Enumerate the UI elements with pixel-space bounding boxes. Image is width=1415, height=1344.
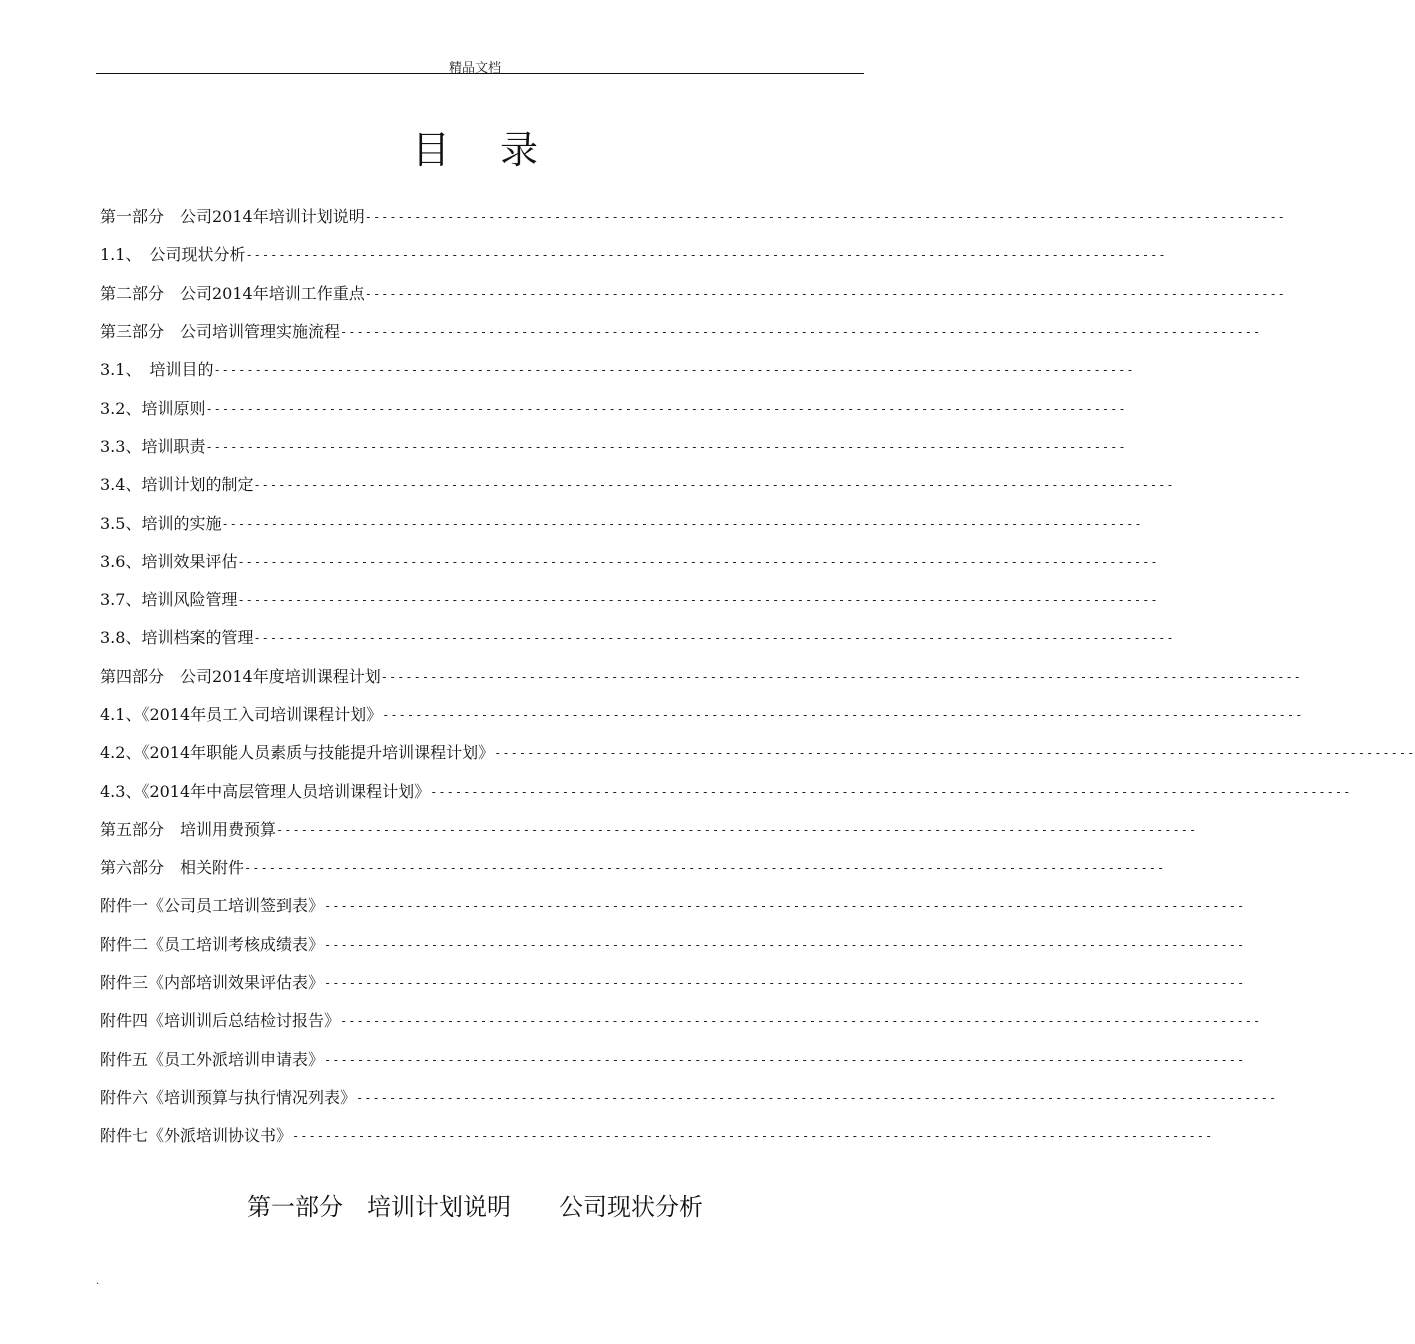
toc-entry[interactable]: [100, 466, 1175, 504]
toc-entry-label: 第五部分 培训用费预算: [100, 819, 277, 839]
toc-leader: ----------------------------------------------------------------------------------------------------------------: [292, 1129, 1214, 1144]
toc-entry[interactable]: [100, 619, 1175, 657]
toc-leader: ----------------------------------------------------------------------------------------------------------------: [213, 363, 1135, 378]
toc-entry[interactable]: [100, 389, 1127, 427]
toc-leader: ----------------------------------------------------------------------------------------------------------------: [205, 401, 1127, 416]
toc-leader: ----------------------------------------------------------------------------------------------------------------: [237, 593, 1159, 608]
page-header: 精品文档: [448, 61, 501, 76]
toc-leader: ----------------------------------------------------------------------------------------------------------------: [340, 1014, 1262, 1029]
toc-entry-label: 附件四《培训训后总结检讨报告》: [100, 1011, 341, 1031]
toc-entry[interactable]: [100, 772, 1352, 810]
toc-leader: ----------------------------------------------------------------------------------------------------------------: [364, 286, 1286, 301]
footer-mark: .: [96, 1276, 100, 1287]
toc-entry-label: 附件一《公司员工培训签到表》: [100, 896, 325, 916]
toc-entry-label: 3.2、培训原则: [100, 398, 206, 418]
toc-entry[interactable]: [100, 849, 1166, 887]
toc-entry[interactable]: [100, 504, 1143, 542]
toc-entry-label: 4.3、《2014年中高层管理人员培训课程计划》: [100, 781, 431, 801]
toc-entry[interactable]: [100, 428, 1127, 466]
toc-entry[interactable]: [100, 1002, 1262, 1040]
toc-entry-label: 附件六《培训预算与执行情况列表》: [100, 1087, 357, 1107]
toc-leader: ----------------------------------------------------------------------------------------------------------------: [253, 631, 1175, 646]
toc-entry-label: 附件七《外派培训协议书》: [100, 1126, 293, 1146]
toc-leader: ----------------------------------------------------------------------------------------------------------------: [205, 439, 1127, 454]
toc-leader: ----------------------------------------------------------------------------------------------------------------: [324, 899, 1246, 914]
toc-entry[interactable]: [100, 926, 1246, 964]
toc-entry[interactable]: [100, 964, 1246, 1002]
toc-entry-label: 第四部分 公司2014年度培训课程计划: [100, 666, 381, 686]
toc-entry-label: 第一部分 公司2014年培训计划说明: [100, 207, 365, 227]
toc-leader: ----------------------------------------------------------------------------------------------------------------: [245, 248, 1167, 263]
toc-entry[interactable]: [100, 696, 1304, 734]
toc-entry[interactable]: [100, 236, 1167, 274]
toc-entry[interactable]: [100, 811, 1198, 849]
toc-entry-label: 第二部分 公司2014年培训工作重点: [100, 283, 365, 303]
toc-entry[interactable]: [100, 543, 1159, 581]
toc-leader: ----------------------------------------------------------------------------------------------------------------: [430, 784, 1352, 799]
section-heading: 第一部分 培训计划说明 公司现状分析: [247, 1193, 703, 1221]
toc-entry-label: 第三部分 公司培训管理实施流程: [100, 322, 341, 342]
toc-entry[interactable]: [100, 1117, 1214, 1155]
toc-entry[interactable]: [100, 275, 1286, 313]
toc-title: 目录: [411, 128, 588, 172]
toc-entry-label: 3.7、培训风险管理: [100, 590, 238, 610]
toc-entry[interactable]: [100, 581, 1159, 619]
toc-entry-label: 附件五《员工外派培训申请表》: [100, 1049, 325, 1069]
toc-leader: ----------------------------------------------------------------------------------------------------------------: [324, 1052, 1246, 1067]
toc-leader: ----------------------------------------------------------------------------------------------------------------: [324, 976, 1246, 991]
toc-leader: ----------------------------------------------------------------------------------------------------------------: [237, 554, 1159, 569]
table-of-contents: [100, 198, 1415, 1155]
toc-entry-label: 3.3、培训职责: [100, 436, 206, 456]
toc-leader: ----------------------------------------------------------------------------------------------------------------: [253, 478, 1175, 493]
toc-entry-label: 第六部分 相关附件: [100, 858, 245, 878]
toc-leader: ----------------------------------------------------------------------------------------------------------------: [340, 325, 1262, 340]
toc-leader: ----------------------------------------------------------------------------------------------------------------: [380, 669, 1302, 684]
toc-entry-label: 3.5、培训的实施: [100, 513, 222, 533]
toc-entry-label: 3.6、培训效果评估: [100, 551, 238, 571]
header-rule: [96, 73, 864, 74]
toc-entry-label: 1.1、 公司现状分析: [100, 245, 246, 265]
toc-entry-label: 4.2、《2014年职能人员素质与技能提升培训课程计划》: [100, 743, 495, 763]
toc-entry-label: 3.4、培训计划的制定: [100, 475, 254, 495]
toc-entry-label: 3.8、培训档案的管理: [100, 628, 254, 648]
toc-entry[interactable]: [100, 1079, 1278, 1117]
toc-entry-label: 3.1、 培训目的: [100, 360, 214, 380]
toc-entry[interactable]: [100, 734, 1415, 772]
toc-leader: ----------------------------------------------------------------------------------------------------------------: [276, 822, 1198, 837]
toc-leader: ----------------------------------------------------------------------------------------------------------------: [324, 937, 1246, 952]
toc-entry[interactable]: [100, 351, 1135, 389]
toc-leader: ----------------------------------------------------------------------------------------------------------------: [364, 210, 1286, 225]
toc-leader: ----------------------------------------------------------------------------------------------------------------: [356, 1090, 1278, 1105]
toc-leader: ----------------------------------------------------------------------------------------------------------------: [221, 516, 1143, 531]
toc-entry[interactable]: [100, 658, 1302, 696]
toc-entry-label: 附件二《员工培训考核成绩表》: [100, 934, 325, 954]
toc-leader: ----------------------------------------------------------------------------------------------------------------: [244, 861, 1166, 876]
toc-entry[interactable]: [100, 1041, 1246, 1079]
toc-entry-label: 附件三《内部培训效果评估表》: [100, 973, 325, 993]
toc-leader: ----------------------------------------------------------------------------------------------------------------: [494, 746, 1415, 761]
toc-entry[interactable]: [100, 198, 1286, 236]
toc-entry[interactable]: [100, 313, 1262, 351]
toc-leader: ----------------------------------------------------------------------------------------------------------------: [382, 708, 1304, 722]
toc-entry[interactable]: [100, 887, 1246, 925]
toc-entry-label: 4.1、《2014年员工入司培训课程计划》: [100, 705, 383, 724]
